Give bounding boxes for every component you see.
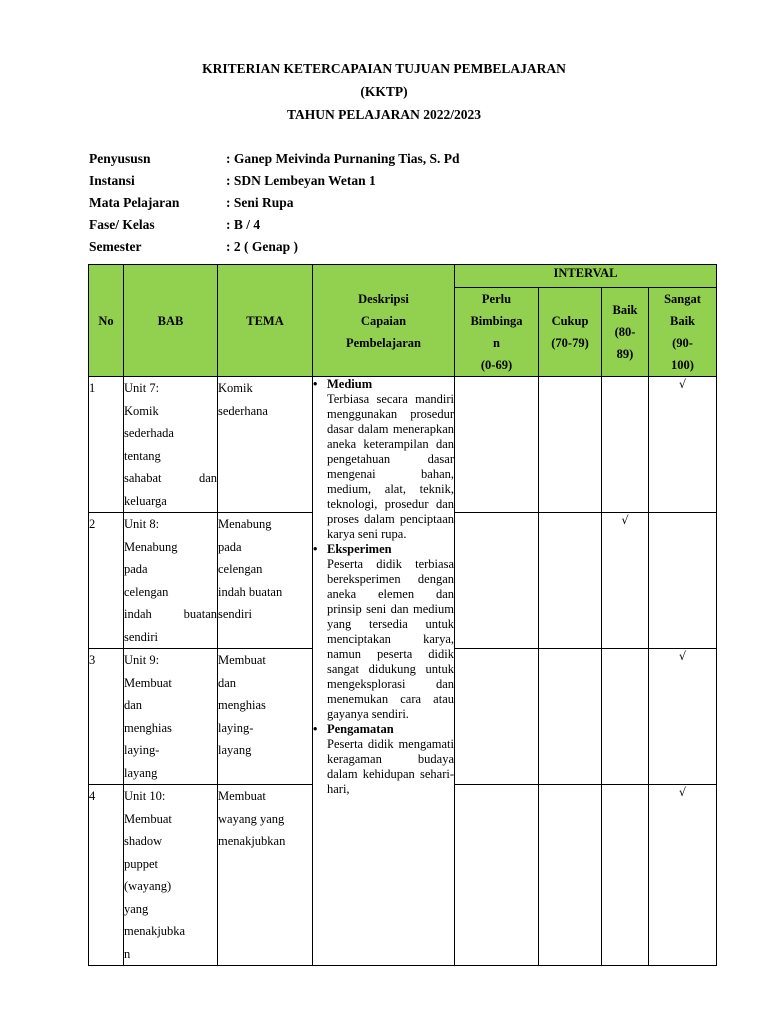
cell-line: pada bbox=[218, 539, 242, 554]
mark-baik: √ bbox=[602, 513, 649, 649]
desc-text: Peserta didik mengamati keragaman budaya dalam kehidupan sehari-hari, bbox=[327, 737, 454, 796]
cell-line: sahabat dan bbox=[124, 471, 217, 485]
doc-year: TAHUN PELAJARAN 2022/2023 bbox=[286, 107, 481, 122]
header-line: 89) bbox=[616, 347, 634, 361]
header-line: Baik bbox=[612, 303, 638, 317]
kktp-table bbox=[88, 264, 717, 966]
mark-sangat: √ bbox=[649, 785, 717, 966]
header-line: n bbox=[493, 336, 500, 350]
cell-line: Membuat bbox=[218, 789, 266, 803]
cell-line: keluarga bbox=[124, 493, 167, 508]
row-no: 3 bbox=[89, 649, 124, 785]
mark-baik bbox=[602, 785, 649, 966]
cell-line: dan bbox=[218, 675, 237, 690]
header-tema: TEMA bbox=[218, 265, 313, 377]
cell-line: layang bbox=[124, 765, 158, 780]
cell-line: dan bbox=[124, 698, 143, 712]
info-label: Penyususn bbox=[89, 151, 151, 166]
header-line: (0-69) bbox=[480, 358, 513, 372]
description-cell bbox=[313, 377, 455, 966]
row-bab bbox=[124, 649, 218, 785]
row-bab bbox=[124, 785, 218, 966]
info-value: : Ganep Meivinda Purnaning Tias, S. Pd bbox=[226, 151, 460, 166]
mark-baik bbox=[602, 649, 649, 785]
cell-line: indah buatan bbox=[218, 584, 283, 599]
header-line: Deskripsi bbox=[358, 291, 409, 306]
header-line: Capaian bbox=[360, 313, 407, 328]
mark-cukup bbox=[539, 377, 602, 513]
info-label: Semester bbox=[89, 239, 142, 254]
cell-line: laying- bbox=[218, 720, 254, 735]
cell-line: menakjubka bbox=[124, 924, 186, 938]
header-line: Baik bbox=[669, 314, 695, 328]
cell-line: menghias bbox=[218, 698, 266, 712]
mark-cukup bbox=[539, 649, 602, 785]
cell-line: Unit 7: bbox=[124, 381, 160, 395]
row-bab bbox=[124, 377, 218, 513]
info-label: Fase/ Kelas bbox=[89, 217, 155, 232]
cell-line: pada bbox=[124, 562, 148, 576]
header-line: (70-79) bbox=[551, 336, 589, 350]
row-tema bbox=[218, 785, 313, 966]
desc-text: Terbiasa secara mandiri menggunakan prosedur dasar dalam menerapkan aneka keterampilan dan pengetahuan dasar mengenai bahan, medium, alat, teknik, teknologi, prosedur dan proses dalam penciptaan karya seni rupa. bbox=[327, 392, 454, 541]
header-no: No bbox=[89, 265, 124, 377]
info-value: : Seni Rupa bbox=[226, 195, 294, 210]
info-value: : SDN Lembeyan Wetan 1 bbox=[226, 173, 376, 188]
desc-item-medium bbox=[313, 377, 454, 542]
cell-line: menakjubkan bbox=[218, 834, 286, 848]
header-bab: BAB bbox=[124, 265, 218, 377]
mark-cukup bbox=[539, 785, 602, 966]
cell-line: celengan bbox=[124, 584, 169, 599]
desc-text: Peserta didik terbiasa bereksperimen dengan aneka elemen dan prinsip seni dan medium yang tersedia untuk menciptakan karya, namun peserta didik sangat didukung untuk mengeksplorasi dan menemukan cara atau gayanya sendiri. bbox=[327, 557, 454, 721]
header-line: Cukup bbox=[551, 314, 589, 328]
cell-line: Membuat bbox=[124, 811, 172, 826]
desc-item-eksperimen bbox=[313, 542, 454, 722]
mark-sangat: √ bbox=[649, 649, 717, 785]
cell-line: sendiri bbox=[218, 607, 253, 621]
cell-line: sendiri bbox=[124, 629, 159, 644]
cell-line: indah buatan bbox=[124, 607, 217, 621]
cell-line: shadow bbox=[124, 834, 163, 848]
row-tema bbox=[218, 513, 313, 649]
info-label: Instansi bbox=[89, 173, 135, 188]
mark-cukup bbox=[539, 513, 602, 649]
cell-line: wayang yang bbox=[218, 811, 285, 826]
header-deskripsi bbox=[313, 265, 455, 377]
mark-perlu bbox=[455, 377, 539, 513]
header-line: (80- bbox=[614, 325, 636, 339]
mark-perlu bbox=[455, 785, 539, 966]
header-perlu-bimbingan bbox=[455, 288, 539, 377]
cell-line: menghias bbox=[124, 720, 172, 735]
mark-perlu bbox=[455, 513, 539, 649]
cell-line: Unit 10: bbox=[124, 789, 166, 803]
table-row bbox=[89, 377, 717, 513]
desc-heading: • Pengamatan bbox=[313, 722, 454, 737]
desc-heading: • Eksperimen bbox=[313, 542, 454, 557]
cell-line: puppet bbox=[124, 856, 159, 871]
cell-line: Membuat bbox=[124, 675, 172, 690]
cell-line: celengan bbox=[218, 562, 263, 576]
mark-perlu bbox=[455, 649, 539, 785]
cell-line: sederhada bbox=[124, 426, 174, 440]
desc-heading: • Medium bbox=[313, 377, 454, 392]
header-line: Perlu bbox=[481, 292, 512, 306]
cell-line: Komik bbox=[218, 381, 253, 395]
header-baik bbox=[602, 288, 649, 377]
desc-item-pengamatan bbox=[313, 722, 454, 797]
cell-line: n bbox=[124, 946, 131, 961]
doc-title: KRITERIAN KETERCAPAIAN TUJUAN PEMBELAJARAN bbox=[202, 61, 566, 76]
cell-line: (wayang) bbox=[124, 879, 172, 893]
doc-subtitle: (KKTP) bbox=[360, 84, 408, 99]
header-sangat-baik bbox=[649, 288, 717, 377]
header-line: Sangat bbox=[664, 292, 701, 306]
cell-line: yang bbox=[124, 901, 149, 916]
mark-baik bbox=[602, 377, 649, 513]
row-no: 2 bbox=[89, 513, 124, 649]
cell-line: sederhana bbox=[218, 403, 268, 418]
mark-sangat: √ bbox=[649, 377, 717, 513]
cell-line: Komik bbox=[124, 403, 159, 418]
header-interval: INTERVAL bbox=[455, 265, 717, 288]
header-line: Bimbinga bbox=[470, 314, 523, 328]
row-tema bbox=[218, 649, 313, 785]
cell-line: Unit 8: bbox=[124, 517, 160, 531]
header-cukup bbox=[539, 288, 602, 377]
cell-line: Menabung bbox=[124, 539, 178, 554]
mark-sangat bbox=[649, 513, 717, 649]
cell-line: Membuat bbox=[218, 653, 266, 667]
header-line: 100) bbox=[671, 358, 694, 372]
info-value: : B / 4 bbox=[226, 217, 261, 232]
cell-line: laying- bbox=[124, 743, 160, 757]
row-no: 1 bbox=[89, 377, 124, 513]
header-line: Pembelajaran bbox=[346, 335, 421, 350]
header-line: (90- bbox=[672, 336, 693, 350]
row-tema bbox=[218, 377, 313, 513]
row-bab bbox=[124, 513, 218, 649]
cell-line: tentang bbox=[124, 448, 161, 463]
row-no: 4 bbox=[89, 785, 124, 966]
cell-line: layang bbox=[218, 743, 252, 757]
info-value: : 2 ( Genap ) bbox=[226, 239, 298, 254]
info-label: Mata Pelajaran bbox=[89, 195, 180, 210]
cell-line: Unit 9: bbox=[124, 653, 160, 667]
cell-line: Menabung bbox=[218, 517, 272, 531]
